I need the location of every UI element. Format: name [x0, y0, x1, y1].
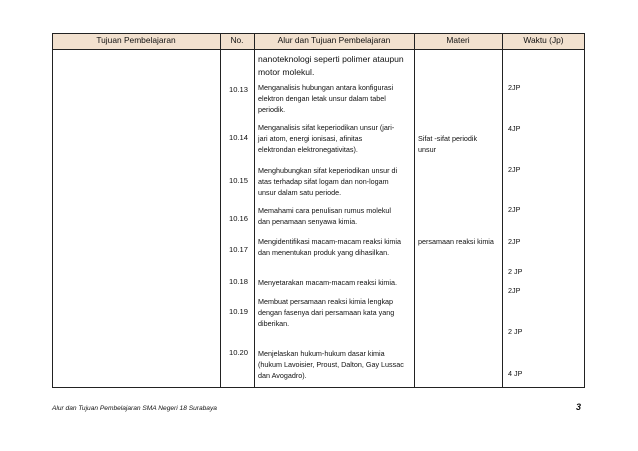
- waktu-value: 2JP: [508, 286, 521, 295]
- row-text-line: Mengidentifikasi macam-macam reaksi kimia: [258, 237, 401, 246]
- row-text-line: Membuat persamaan reaksi kimia lengkap: [258, 297, 394, 306]
- row-text-line: Menyetarakan macam-macam reaksi kimia.: [258, 278, 397, 287]
- materi-text: unsur: [418, 145, 436, 154]
- waktu-value: 2JP: [508, 205, 521, 214]
- row-text-line: unsur dalam satu periode.: [258, 188, 342, 197]
- row-text-line: Menghubungkan sifat keperiodikan unsur di: [258, 166, 398, 175]
- intro-line: nanoteknologi seperti polimer ataupun: [258, 54, 404, 64]
- row-text-line: (hukum Lavoisier, Proust, Dalton, Gay Lussac: [258, 360, 404, 369]
- row-text-line: dan menentukan produk yang dihasilkan.: [258, 248, 390, 257]
- row-number: 10.19: [229, 307, 249, 316]
- materi-text: persamaan reaksi kimia: [418, 237, 494, 246]
- row-text-line: Menganalisis hubungan antara konfigurasi: [258, 83, 394, 92]
- column-divider: [502, 33, 503, 388]
- row-text-line: diberikan.: [258, 319, 290, 328]
- page-number: 3: [576, 402, 582, 412]
- column-divider: [414, 33, 415, 388]
- header-materi: Materi: [446, 35, 470, 45]
- waktu-value: 2JP: [508, 83, 521, 92]
- row-text-line: elektron dengan letak unsur dalam tabel: [258, 94, 386, 103]
- row-text-line: dan Avogadro).: [258, 371, 307, 380]
- row-text-line: dengan fasenya dari persamaan kata yang: [258, 308, 395, 317]
- header-alur: Alur dan Tujuan Pembelajaran: [277, 35, 391, 45]
- row-text-line: Memahami cara penulisan rumus molekul: [258, 206, 392, 215]
- row-text-line: periodik.: [258, 105, 286, 114]
- row-text-line: Menganalisis sifat keperiodikan unsur (jari-: [258, 123, 395, 132]
- row-number: 10.15: [229, 176, 249, 185]
- header-tujuan: Tujuan Pembelajaran: [96, 35, 176, 45]
- materi-text: Sifat -sifat periodik: [418, 134, 478, 143]
- waktu-value: 2 JP: [508, 267, 523, 276]
- waktu-value: 4JP: [508, 124, 521, 133]
- header-waktu: Waktu (Jp): [523, 35, 564, 45]
- row-text-line: jari atom, energi ionisasi, afinitas: [258, 134, 363, 143]
- waktu-value: 4 JP: [508, 369, 523, 378]
- row-text-line: atas terhadap sifat logam dan non-logam: [258, 177, 389, 186]
- column-divider: [220, 33, 221, 388]
- row-text-line: dan penamaan senyawa kimia.: [258, 217, 358, 226]
- row-text-line: Menjelaskan hukum-hukum dasar kimia: [258, 349, 385, 358]
- row-number: 10.16: [229, 214, 249, 223]
- row-number: 10.20: [229, 348, 249, 357]
- page-footer: Alur dan Tujuan Pembelajaran SMA Negeri 18 Surabaya: [52, 405, 217, 412]
- row-number: 10.17: [229, 245, 249, 254]
- row-number: 10.14: [229, 133, 249, 142]
- header-no: No.: [230, 35, 244, 45]
- column-divider: [254, 33, 255, 388]
- row-number: 10.18: [229, 277, 249, 286]
- waktu-value: 2JP: [508, 165, 521, 174]
- row-number: 10.13: [229, 85, 249, 94]
- intro-line: motor molekul.: [258, 67, 315, 77]
- waktu-value: 2JP: [508, 237, 521, 246]
- row-text-line: elektrondan elektronegativitas).: [258, 145, 358, 154]
- waktu-value: 2 JP: [508, 327, 523, 336]
